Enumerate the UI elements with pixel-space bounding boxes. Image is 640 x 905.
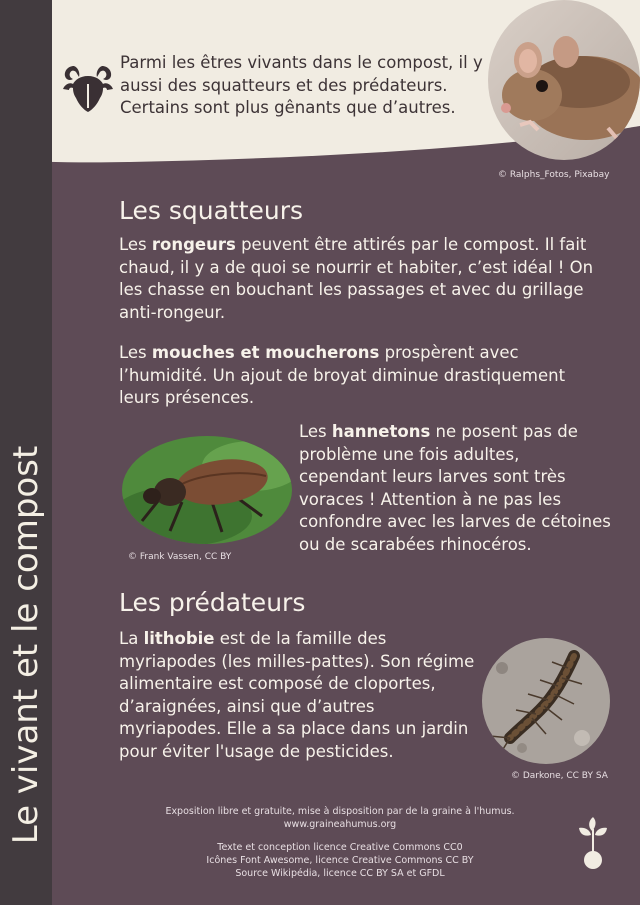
hanneton-photo [122,436,292,544]
hannetons-keyword: hannetons [331,422,431,441]
footer-licence-source: Source Wikipédia, licence CC BY SA et GFDL [235,868,445,879]
footer-licence-icones: Icônes Font Awesome, licence Creative Commons CC BY [206,855,474,866]
lithobie-paragraph: La lithobie est de la famille des myriapodes (les milles-pattes). Son régime alimentaire est composé de cloportes, d’araignées, ainsi que d’autres myriapodes. Elle a sa place dans un jardin pour éviter l'usage de pesticides. [119,629,475,761]
squatteurs-heading: Les squatteurs [119,196,304,225]
sidebar [0,0,52,905]
hannetons-paragraph: Les hannetons ne posent pas de problème une fois adultes, cependant leurs larves sont très voraces ! Attention à ne pas les confondre avec les larves de cétoines ou de scarabées rhinocéros. [299,422,611,554]
footer-line-exposition: Exposition libre et gratuite, mise à disposition par de la graine à l'humus. [165,806,515,817]
sidebar-title: Le vivant et le compost [6,445,46,845]
lithobie-keyword: lithobie [143,629,215,648]
hanneton-photo-credit: © Frank Vassen, CC BY [128,552,232,562]
mouse-photo-credit: © Ralphs_Fotos, Pixabay [498,170,610,180]
mouches-keyword: mouches et moucherons [151,343,380,362]
footer-website: www.graineahumus.org [283,819,397,830]
rongeurs-keyword: rongeurs [151,235,236,254]
intro-text: Parmi les êtres vivants dans le compost, il y aussi des squatteurs et des prédateurs. Certains sont plus gênants que d’autres. [120,53,483,117]
predateurs-heading: Les prédateurs [119,588,306,617]
lithobie-photo-credit: © Darkone, CC BY SA [511,771,608,781]
footer [150,805,530,880]
rongeurs-paragraph: Les rongeurs peuvent être attirés par le compost. Il fait chaud, il y a de quoi se nourrir et habiter, c’est idéal ! On les chasse en bouchant les passages et avec du grillage anti-rongeur. [119,235,594,322]
footer-licence-texte: Texte et conception licence Creative Commons CC0 [217,842,463,853]
lithobie-photo [482,638,610,764]
mouches-paragraph: Les mouches et moucherons prospèrent avec l’humidité. Un ajout de broyat diminue drastiquement leurs présences. [119,343,566,407]
sprout-icon [578,813,608,871]
mouse-photo [488,0,640,160]
beetle-icon [60,62,116,114]
